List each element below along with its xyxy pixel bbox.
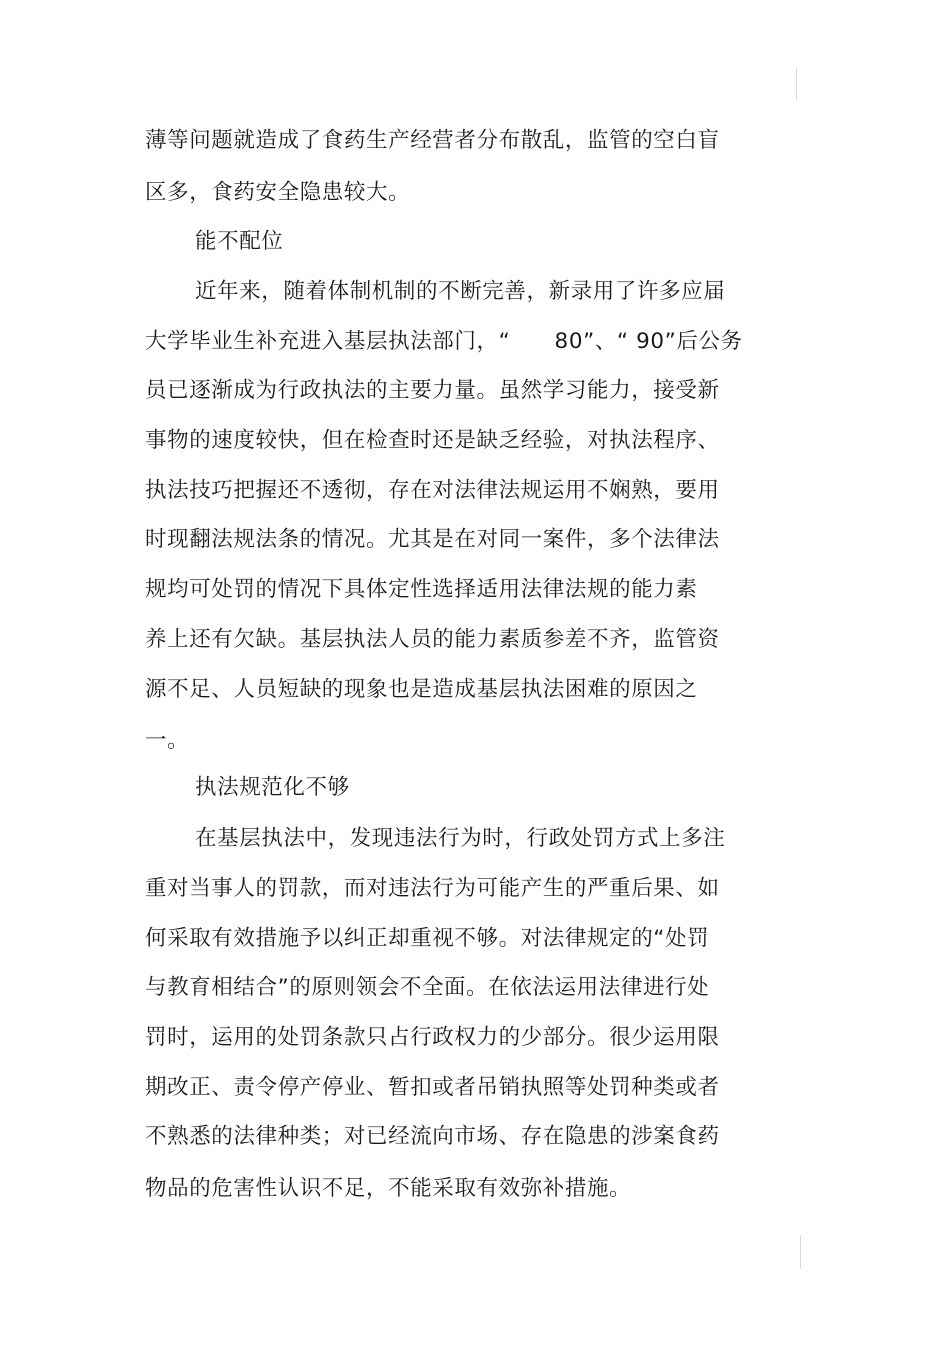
paragraph-line: 区多，食药安全隐患较大。 (145, 180, 411, 205)
paragraph-line: 近年来，随着体制机制的不断完善，新录用了许多应届 (195, 279, 726, 304)
paragraph-line: 期改正、责令停产停业、暂扣或者吊销执照等处罚种类或者 (145, 1075, 720, 1100)
paragraph-line: 重对当事人的罚款，而对违法行为可能产生的严重后果、如 (145, 876, 720, 901)
page-edge-mark-bottom (800, 1235, 801, 1269)
section-heading: 能不配位 (195, 229, 284, 254)
paragraph-line: 不熟悉的法律种类；对已经流向市场、存在隐患的涉案食药 (145, 1124, 720, 1149)
paragraph-line: 薄等问题就造成了食药生产经营者分布散乱，监管的空白盲 (145, 128, 720, 153)
paragraph-line: 一。 (145, 728, 190, 753)
paragraph-line: 养上还有欠缺。基层执法人员的能力素质参差不齐，监管资 (145, 627, 720, 652)
paragraph-line: 大学毕业生补充进入基层执法部门，“ 80”、“ 90”后公务 (145, 329, 743, 354)
page-edge-mark-top (796, 68, 797, 100)
paragraph-line: 物品的危害性认识不足，不能采取有效弥补措施。 (145, 1176, 632, 1201)
section-heading: 执法规范化不够 (195, 775, 350, 800)
paragraph-line: 在基层执法中，发现违法行为时，行政处罚方式上多注 (195, 826, 726, 851)
paragraph-line: 时现翻法规法条的情况。尤其是在对同一案件，多个法律法 (145, 527, 720, 552)
paragraph-line: 罚时，运用的处罚条款只占行政权力的少部分。很少运用限 (145, 1025, 720, 1050)
paragraph-line: 事物的速度较快，但在检查时还是缺乏经验，对执法程序、 (145, 428, 720, 453)
paragraph-line: 何采取有效措施予以纠正却重视不够。对法律规定的“处罚 (145, 926, 710, 951)
paragraph-line: 与教育相结合”的原则领会不全面。在依法运用法律进行处 (145, 975, 710, 1000)
paragraph-line: 源不足、人员短缺的现象也是造成基层执法困难的原因之 (145, 677, 698, 702)
paragraph-line: 规均可处罚的情况下具体定性选择适用法律法规的能力素 (145, 577, 698, 602)
paragraph-line: 执法技巧把握还不透彻，存在对法律法规运用不娴熟，要用 (145, 478, 720, 503)
paragraph-line: 员已逐渐成为行政执法的主要力量。虽然学习能力，接受新 (145, 378, 720, 403)
